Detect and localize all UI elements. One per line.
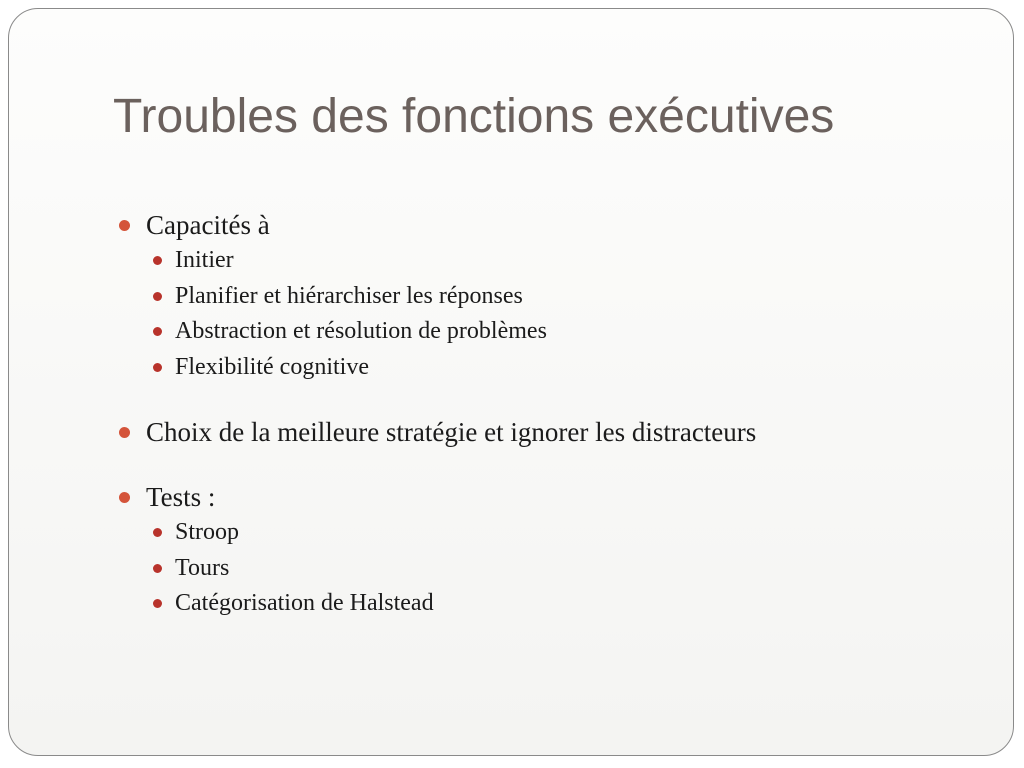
sub-bullet-icon (153, 564, 162, 573)
sub-bullet-icon (153, 363, 162, 372)
bullet-icon (119, 492, 130, 503)
sub-bullet-icon (153, 292, 162, 301)
bullet-item (113, 479, 993, 622)
sub-bullet-text: Initier (175, 247, 234, 273)
sub-bullet-text: Flexibilité cognitive (175, 353, 369, 380)
sub-bullet-icon (153, 599, 162, 608)
bullet-text: Choix de la meilleure stratégie et ignorer les distracteurs (146, 417, 757, 447)
bullet-item (113, 414, 993, 450)
sub-bullet-text: Catégorisation de Halstead (175, 590, 434, 616)
sub-bullet-text: Stroop (175, 519, 240, 545)
sub-bullet-list (146, 243, 993, 385)
bullet-list (113, 207, 993, 622)
sub-bullet-icon (153, 256, 162, 265)
sub-bullet-text: Abstraction et résolution de problèmes (175, 318, 547, 344)
bullet-text: Capacités à (146, 210, 270, 240)
sub-bullet-item (146, 279, 993, 315)
slide-content (113, 207, 993, 622)
sub-bullet-icon (153, 528, 162, 537)
slide (8, 8, 1014, 756)
sub-bullet-item (146, 243, 993, 279)
slide-title: Troubles des fonctions exécutives (113, 90, 835, 143)
bullet-item (113, 207, 993, 385)
sub-bullet-item (146, 586, 993, 622)
sub-bullet-text: Planifier et hiérarchiser les réponses (175, 282, 523, 309)
bullet-text: Tests : (146, 482, 216, 512)
sub-bullet-item (146, 515, 993, 551)
bullet-icon (119, 220, 130, 231)
sub-bullet-item (146, 551, 993, 587)
sub-bullet-list (146, 515, 993, 622)
sub-bullet-item (146, 314, 993, 350)
sub-bullet-icon (153, 327, 162, 336)
sub-bullet-text: Tours (175, 554, 230, 581)
bullet-icon (119, 427, 130, 438)
sub-bullet-item (146, 350, 993, 386)
